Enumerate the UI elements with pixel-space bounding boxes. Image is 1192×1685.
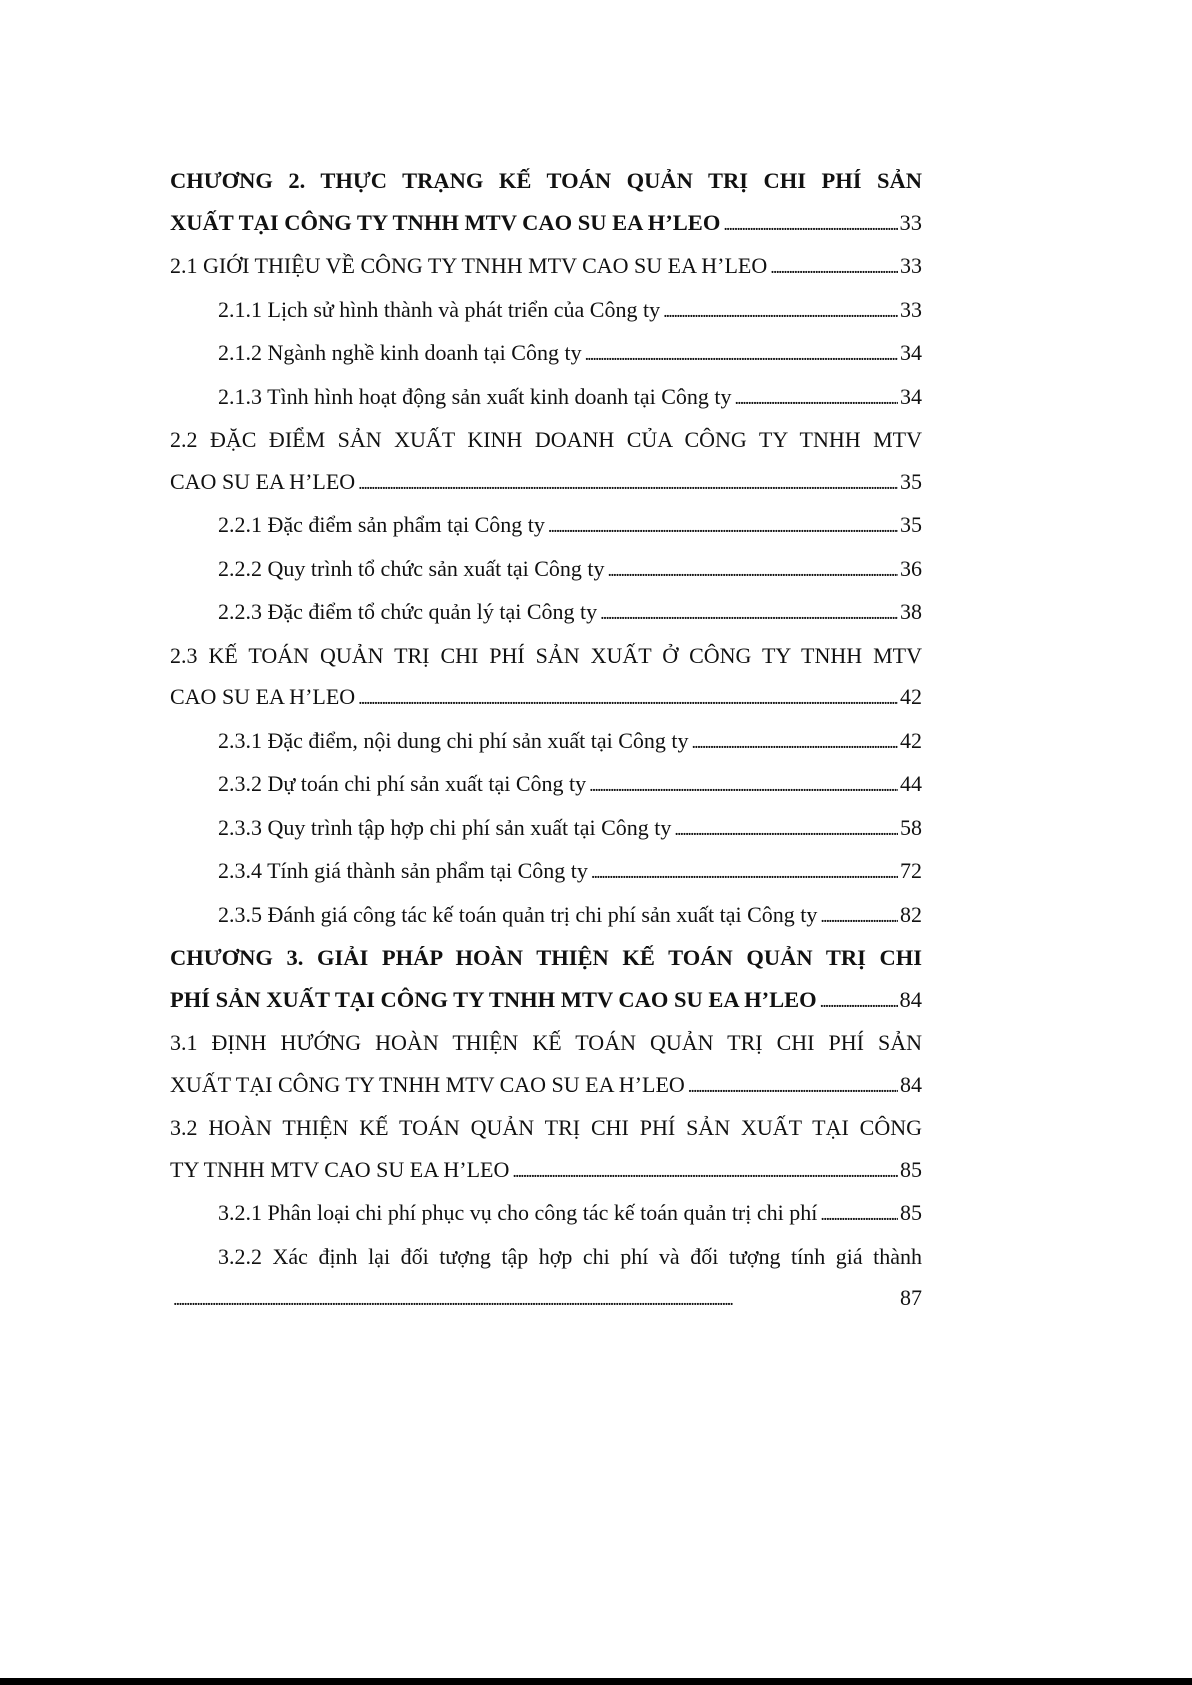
toc-page-number: 85: [900, 1200, 922, 1225]
dot-leader: [358, 676, 898, 720]
toc-entry-title: 2.3.5 Đánh giá công tác kế toán quản trị chi phí sản xuất tại Công ty: [218, 901, 818, 927]
toc-entry[interactable]: [170, 548, 922, 592]
toc-entry[interactable]: [170, 1107, 922, 1192]
toc-page-number: 44: [900, 771, 922, 796]
dot-leader: [770, 245, 898, 289]
toc-page-number: 84: [899, 986, 922, 1012]
toc-entry[interactable]: [170, 763, 922, 807]
toc-entry-title-line: 2.2 ĐẶC ĐIỂM SẢN XUẤT KINH DOANH CỦA CÔNG TY TNHH MTV: [170, 427, 922, 452]
toc-page-number: 35: [900, 468, 922, 494]
toc-entry[interactable]: [170, 591, 922, 635]
toc-page-number: 34: [900, 383, 922, 409]
dot-leader: [820, 1192, 898, 1236]
dot-leader: [820, 894, 898, 938]
toc-page-number: 35: [900, 512, 922, 537]
toc-entry-title: XUẤT TẠI CÔNG TY TNHH MTV CAO SU EA H’LEO: [170, 209, 721, 235]
toc-page-number: 42: [900, 684, 922, 709]
dot-leader: [674, 807, 898, 851]
toc-entry-title: 2.1 GIỚI THIỆU VỀ CÔNG TY TNHH MTV CAO SU EA H’LEO: [170, 253, 768, 278]
dot-leader: [692, 720, 899, 764]
toc-page-number: 38: [900, 599, 922, 624]
toc-entry[interactable]: [170, 720, 922, 764]
dot-leader: [585, 332, 898, 376]
toc-entry[interactable]: [170, 332, 922, 376]
toc-entry-title: 2.3.4 Tính giá thành sản phẩm tại Công ty: [218, 858, 588, 883]
toc-entry-title: 2.1.3 Tình hình hoạt động sản xuất kinh doanh tại Công ty: [218, 383, 732, 409]
dot-leader: [663, 289, 898, 333]
dot-leader: [512, 1149, 898, 1193]
dot-leader: [591, 850, 898, 894]
toc-entry-title: 3.2.1 Phân loại chi phí phục vụ cho công tác kế toán quản trị chi phí: [218, 1200, 818, 1225]
toc-entry-title: 2.1.1 Lịch sử hình thành và phát triển của Công ty: [218, 296, 661, 322]
toc-entry[interactable]: [170, 807, 922, 851]
toc-entry[interactable]: [170, 245, 922, 289]
toc-page-number: 84: [900, 1071, 922, 1097]
toc-entry-title: 2.3.3 Quy trình tập hợp chi phí sản xuất tại Công ty: [218, 814, 672, 840]
toc-page-number: 85: [900, 1156, 922, 1182]
toc-entry-title: 2.1.2 Ngành nghề kinh doanh tại Công ty: [218, 340, 582, 365]
toc-entry[interactable]: [170, 1022, 922, 1107]
toc-entry[interactable]: [170, 1236, 922, 1321]
dot-leader: [688, 1064, 898, 1108]
table-of-contents: [170, 160, 922, 1321]
dot-leader: [548, 504, 898, 548]
toc-page-number: 33: [899, 209, 922, 235]
toc-page-number: 58: [900, 814, 922, 840]
toc-entry-title: CAO SU EA H’LEO: [170, 468, 356, 494]
toc-entry-title-line: 3.2 HOÀN THIỆN KẾ TOÁN QUẢN TRỊ CHI PHÍ SẢN XUẤT TẠI CÔNG: [170, 1115, 922, 1140]
dot-leader: [589, 763, 898, 807]
toc-entry-title: 2.2.1 Đặc điểm sản phẩm tại Công ty: [218, 512, 545, 537]
dot-leader: [607, 548, 898, 592]
toc-entry-title: 2.3.1 Đặc điểm, nội dung chi phí sản xuất tại Công ty: [218, 727, 689, 753]
toc-entry[interactable]: [170, 160, 922, 245]
toc-entry-title: TY TNHH MTV CAO SU EA H’LEO: [170, 1156, 510, 1182]
toc-entry-title: 2.3.2 Dự toán chi phí sản xuất tại Công ty: [218, 771, 587, 796]
toc-entry-title-line: 3.1 ĐỊNH HƯỚNG HOÀN THIỆN KẾ TOÁN QUẢN TRỊ CHI PHÍ SẢN: [170, 1030, 922, 1055]
dot-leader: [820, 979, 898, 1023]
toc-entry[interactable]: [170, 635, 922, 720]
toc-page-number: 42: [900, 727, 922, 753]
toc-page-number: 36: [900, 555, 922, 581]
toc-page-number: 33: [900, 253, 922, 278]
dot-leader: [723, 202, 897, 246]
dot-leader: [358, 461, 898, 505]
dot-leader: [735, 376, 899, 420]
toc-entry-title: 2.2.2 Quy trình tổ chức sản xuất tại Công ty: [218, 555, 605, 581]
toc-entry-title: CAO SU EA H’LEO: [170, 684, 356, 709]
toc-entry[interactable]: [170, 376, 922, 420]
toc-page-number: 87: [900, 1285, 922, 1310]
toc-entry[interactable]: [170, 850, 922, 894]
toc-entry-title: PHÍ SẢN XUẤT TẠI CÔNG TY TNHH MTV CAO SU EA H’LEO: [170, 986, 817, 1012]
toc-entry[interactable]: [170, 419, 922, 504]
toc-entry-title-line: 3.2.2 Xác định lại đối tượng tập hợp chi phí và đối tượng tính giá thành: [218, 1243, 922, 1269]
toc-page-number: 82: [900, 901, 922, 927]
dot-leader: [173, 1277, 898, 1321]
toc-entry[interactable]: [170, 1192, 922, 1236]
toc-entry-title-line: 2.3 KẾ TOÁN QUẢN TRỊ CHI PHÍ SẢN XUẤT Ở CÔNG TY TNHH MTV: [170, 642, 922, 668]
toc-entry[interactable]: [170, 894, 922, 938]
toc-entry-title-line: CHƯƠNG 2. THỰC TRẠNG KẾ TOÁN QUẢN TRỊ CHI PHÍ SẢN: [170, 168, 922, 193]
toc-entry[interactable]: [170, 937, 922, 1022]
toc-entry-title: 2.2.3 Đặc điểm tổ chức quản lý tại Công ty: [218, 599, 598, 624]
toc-entry-title-line: CHƯƠNG 3. GIẢI PHÁP HOÀN THIỆN KẾ TOÁN QUẢN TRỊ CHI: [170, 945, 922, 970]
dot-leader: [600, 591, 898, 635]
toc-entry[interactable]: [170, 289, 922, 333]
page-bottom-edge: [0, 1678, 1192, 1685]
toc-page-number: 33: [900, 296, 922, 322]
toc-page-number: 34: [900, 340, 922, 365]
toc-entry-title: XUẤT TẠI CÔNG TY TNHH MTV CAO SU EA H’LEO: [170, 1071, 685, 1097]
toc-page-number: 72: [900, 858, 922, 883]
toc-entry[interactable]: [170, 504, 922, 548]
